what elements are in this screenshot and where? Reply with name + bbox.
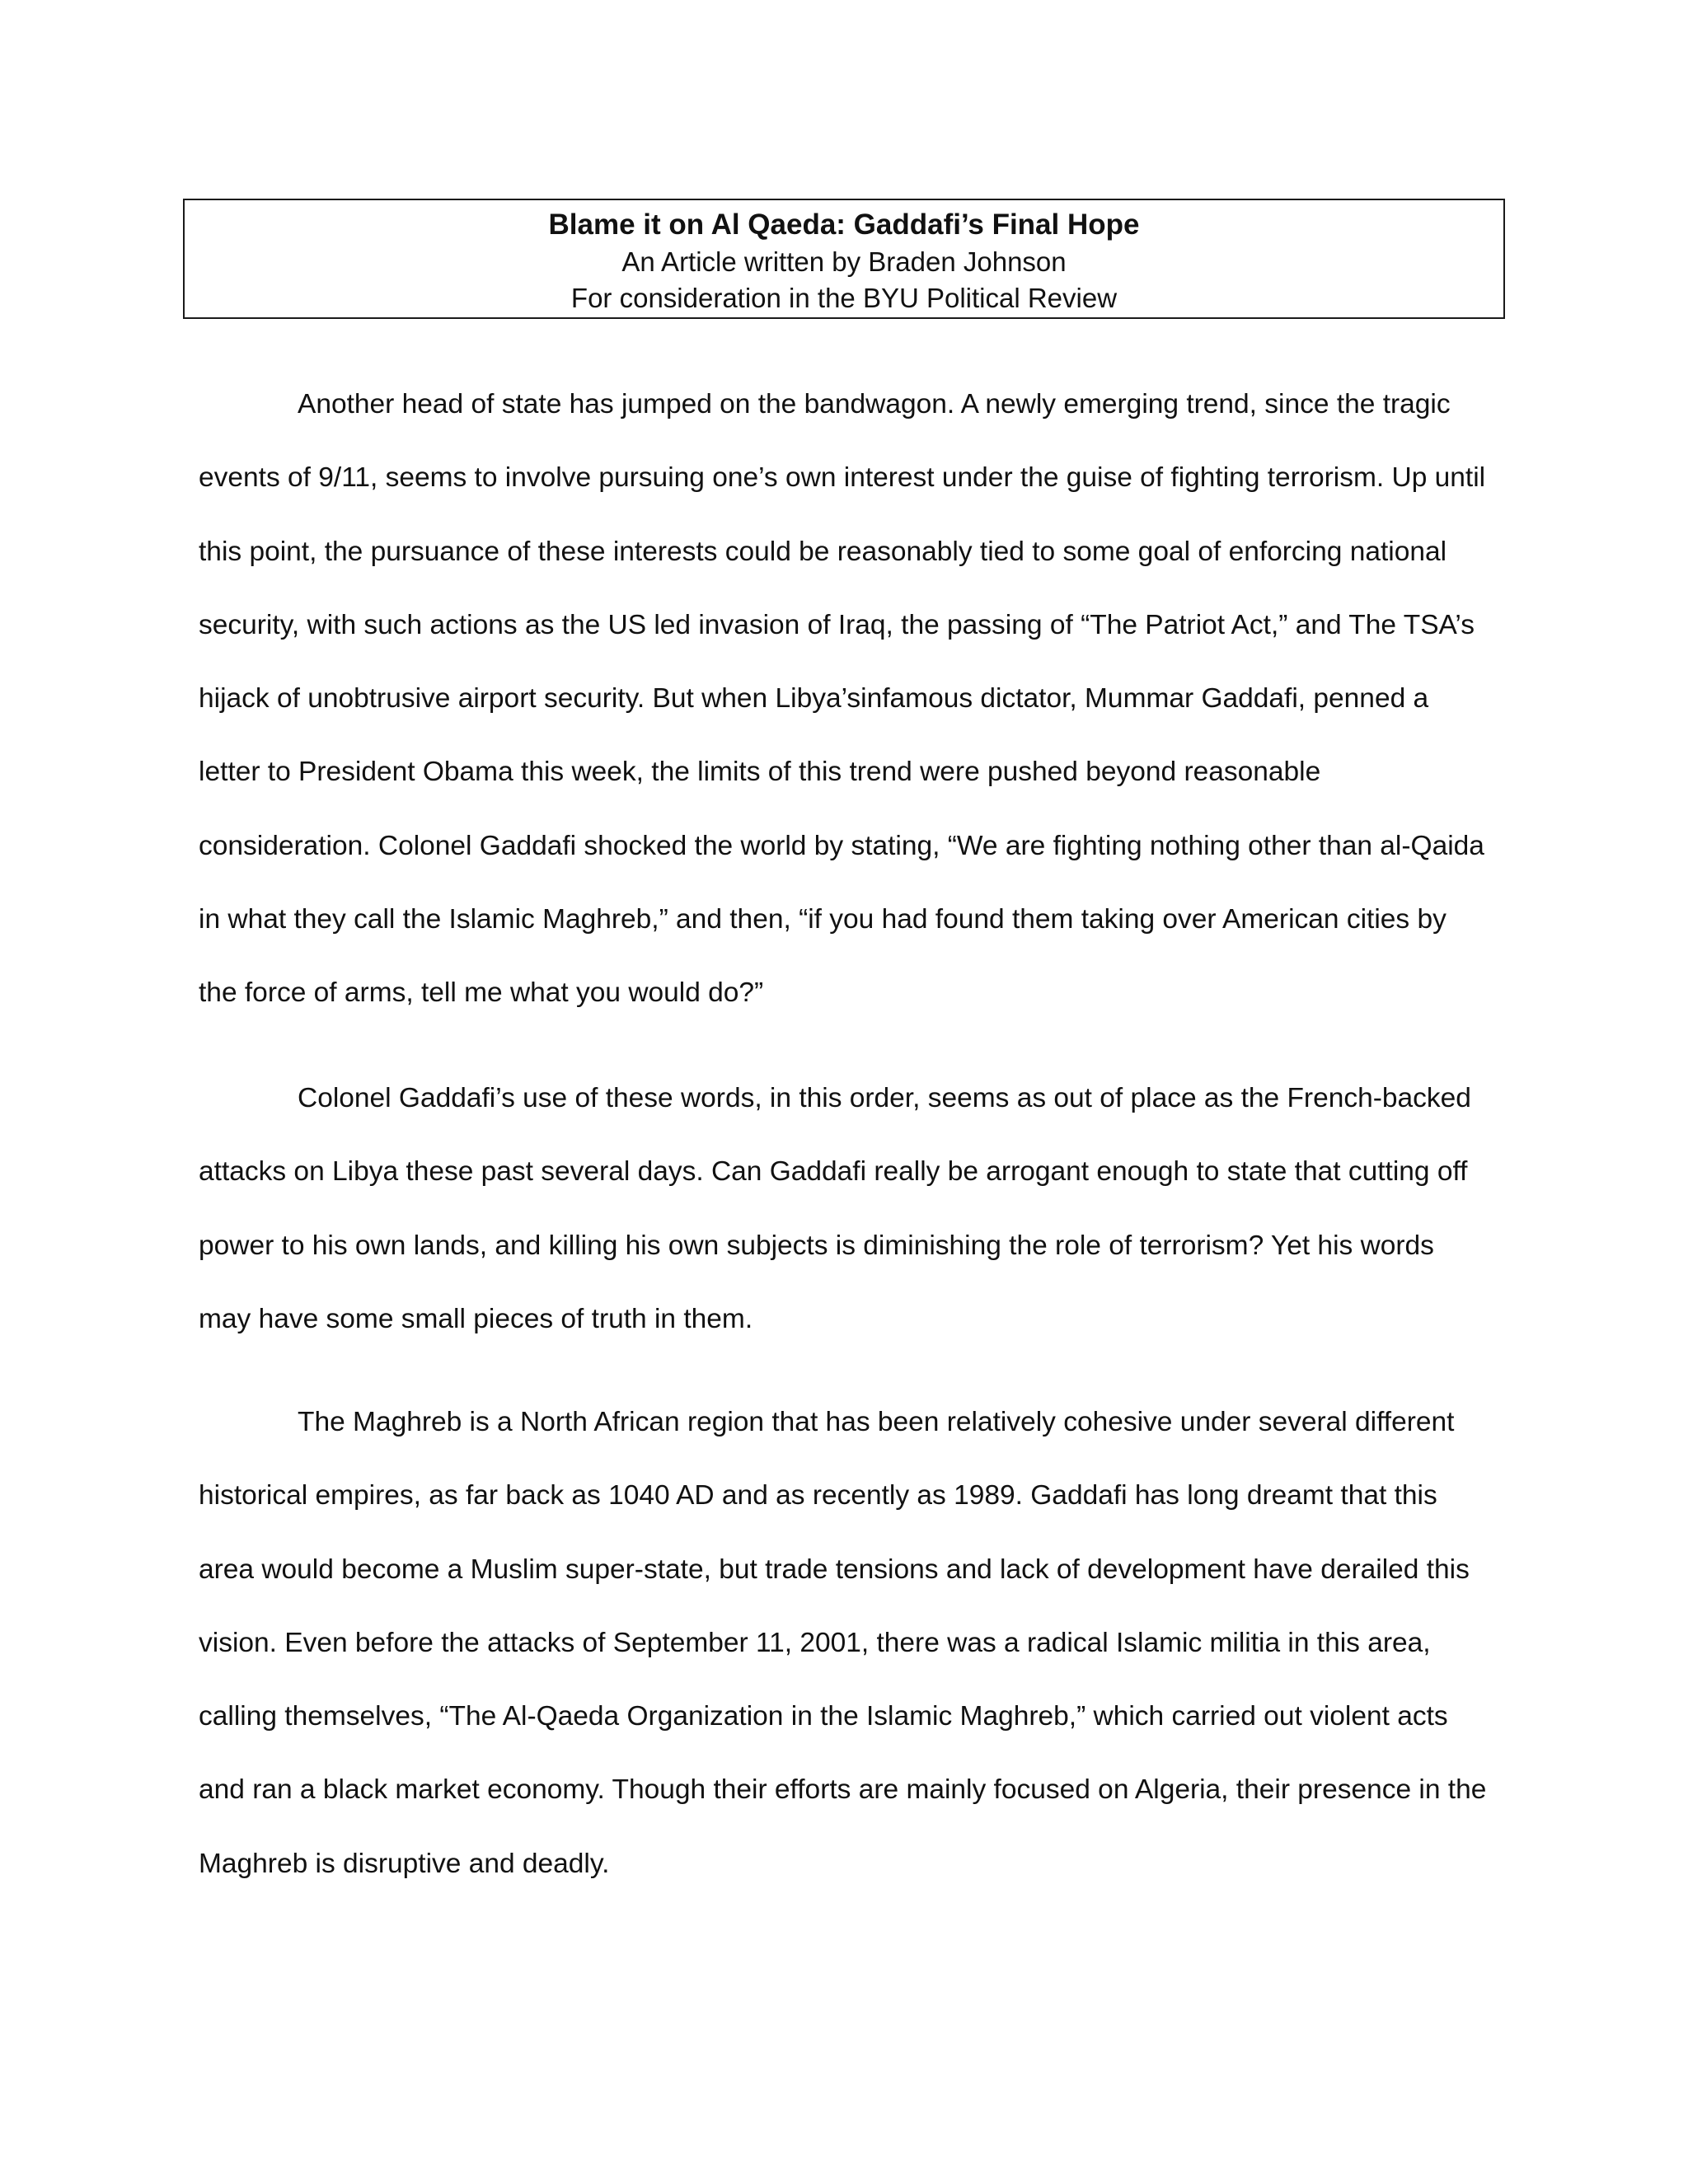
article-paragraph: Colonel Gaddafi’s use of these words, in this order, seems as out of place as the French-backed attacks on Libya these past several days. Can Gaddafi really be arrogant enough to state that cutting off power to his own lands, and killing his own subjects is diminishing the role of terrorism? Yet his words may have some small pieces of truth in them. bbox=[199, 1083, 1471, 1334]
article-paragraph: Another head of state has jumped on the bandwagon. A newly emerging trend, since the tragic events of 9/11, seems to involve pursuing one’s own interest under the guise of fighting terrorism. Up until this point, the pursuance of these interests could be reasonably tied to some goal of enforcing national security, with such actions as the US led invasion of Iraq, the passing of “The Patriot Act,” and The TSA’s hijack of unobtrusive airport security. But when Libya’sinfamous dictator, Mummar Gaddafi, penned a letter to President Obama this week, the limits of this trend were pushed beyond reasonable consideration. Colonel Gaddafi shocked the world by stating, “We are fighting nothing other than al-Qaida in what they call the Islamic Maghreb,” and then, “if you had found them taking over American cities by the force of arms, tell me what you would do?” bbox=[199, 389, 1486, 1009]
title-box bbox=[183, 199, 1505, 319]
article-byline: An Article written by Braden Johnson bbox=[621, 246, 1067, 277]
article-consideration-note: For consideration in the BYU Political Review bbox=[570, 283, 1118, 313]
article-paragraph: The Maghreb is a North African region that has been relatively cohesive under several different historical empires, as far back as 1040 AD and as recently as 1989. Gaddafi has long dreamt that this area would become a Muslim super-state, but trade tensions and lack of development have derailed this vision. Even before the attacks of September 11, 2001, there was a radical Islamic militia in this area, calling themselves, “The Al-Qaeda Organization in the Islamic Maghreb,” which carried out violent acts and ran a black market economy. Though their efforts are mainly focused on Algeria, their presence in the Maghreb is disruptive and deadly. bbox=[199, 1407, 1487, 1879]
article-title: Blame it on Al Qaeda: Gaddafi’s Final Hope bbox=[548, 209, 1140, 241]
